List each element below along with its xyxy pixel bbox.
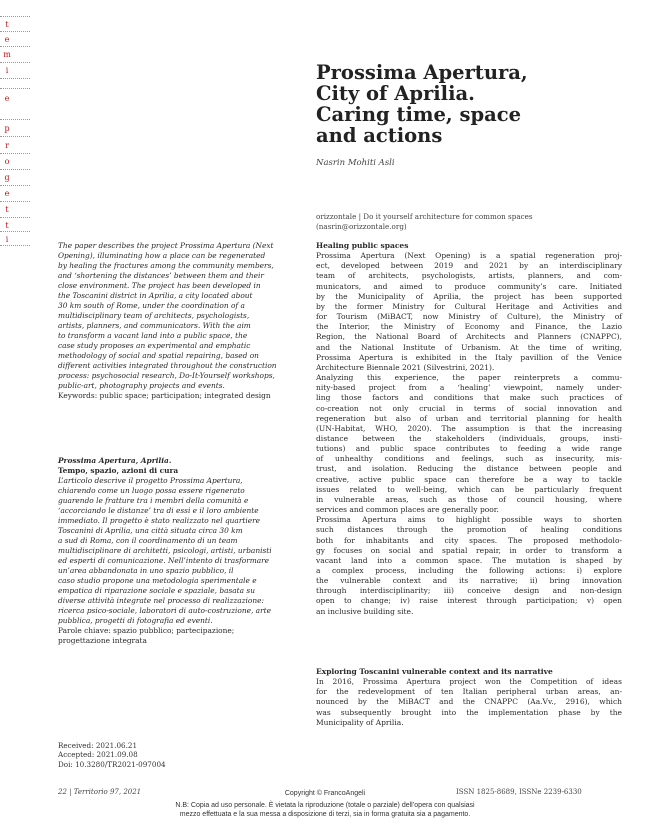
sidebar-letter: t <box>5 221 9 230</box>
abstract-line: Toscanini di Aprilia, una città situata circa 30 km <box>58 526 243 535</box>
body-line: (UN-Habitat, WHO, 2020). The assumption is that the increasing <box>316 423 622 433</box>
copyright: Copyright © FrancoAngeli <box>284 790 366 797</box>
abstract-line: the Toscanini district in Aprilia, a city located about <box>58 291 253 300</box>
body-line: by the former Ministry for Cultural Heritage and Activities and <box>316 301 622 311</box>
body-line: of unhealthy conditions and feelings, such as insecurity, mis- <box>316 454 622 464</box>
body-line: an inclusive building site. <box>316 606 414 616</box>
sidebar-divider <box>0 88 30 89</box>
body-line: trust, and isolation. Reducing the distance between people and <box>316 464 622 474</box>
body-line: Prossima Apertura is exhibited in the Italy pavillion of the Venice <box>316 352 622 362</box>
article-title: Prossima Apertura, City of Aprilia. Caring time, space and actions <box>316 61 528 147</box>
section-body <box>316 251 622 617</box>
body-line: vacant land into a common space. The mutation is shaped by <box>316 555 622 565</box>
abstract-line: a sud di Roma, con il coordinamento di un team <box>58 536 238 545</box>
abstract-line: different activities integrated throughout the construction <box>58 361 277 370</box>
body-line: Prossima Apertura aims to highlight possible ways to shorten <box>316 515 622 525</box>
body-line: and the National Institute of Urbanism. At the time of writing, <box>316 342 622 352</box>
body-line: Region, the National Board of Architects and Planners (CNAPPC), <box>316 332 622 342</box>
body-line: Architecture Biennale 2021 (Silvestrini, 2021). <box>316 362 495 372</box>
sidebar-letter: m <box>3 50 11 59</box>
body-line: tutions) and public space contributes to feeding a wide range <box>316 444 622 454</box>
body-line: the vulnerable context and its narrative; ii) bring innovation <box>316 576 622 586</box>
body-line: team of architects, psychologists, artists, planners, and com- <box>316 271 622 281</box>
sidebar-letter: e <box>4 35 10 44</box>
body-line: was subsequently brought into the implementation phase by the <box>316 707 622 717</box>
abstract-line: process: psychosocial research, Do-It-Yourself workshops, <box>58 371 275 380</box>
body-line: the Interior, the Ministry of Economy and Finance, the Lazio <box>316 322 622 332</box>
abstract-line: methodology of social and spatial repairing, based on <box>58 351 259 360</box>
sidebar-divider <box>0 136 30 137</box>
sidebar-letter: r <box>5 141 9 150</box>
sidebar-letter: e <box>4 94 10 103</box>
abstract-line: caso studio propone una metodologia sperimentale e <box>58 576 257 585</box>
abstract-line: ‘accorciando le distanze’ tra di essi e il loro ambiente <box>58 506 259 515</box>
sidebar-divider <box>0 201 30 202</box>
sidebar-letter: p <box>4 124 10 133</box>
abstract-line: immediato. Il progetto è stato realizzato nel quartiere <box>58 516 260 525</box>
abstract-line: L’articolo descrive il progetto Prossima Apertura, <box>58 476 243 485</box>
sidebar-letter: t <box>5 205 9 214</box>
author-name: Nasrin Mohiti Asli <box>316 158 395 168</box>
abstract-line: case study proposes an experimental and emphatic <box>58 341 251 350</box>
abstract-line: diverse attività integrate nel processo di realizzazione: <box>58 596 264 605</box>
body-line: In 2016, Prossima Apertura project won the Competition of ideas <box>316 677 622 687</box>
body-line: issues related to well-being, which can be particularly frequent <box>316 484 622 494</box>
sidebar-divider <box>0 31 30 32</box>
body-line: ect, developed between 2019 and 2021 by an interdisciplinary <box>316 261 622 271</box>
sidebar-divider <box>0 62 30 63</box>
body-line: nity-based project from a ‘healing’ viewpoint, namely under- <box>316 383 622 393</box>
sidebar-letter: g <box>4 173 10 182</box>
abstract-line: close environment. The project has been developed in <box>58 281 261 290</box>
abstract-line: chiarendo come un luogo possa essere rigenerato <box>58 486 245 495</box>
sidebar-divider <box>0 46 30 47</box>
abstract-line: Opening), illuminating how a place can be regenerated <box>58 251 266 260</box>
section-heading: Exploring Toscanini vulnerable context and its narrative <box>316 667 553 676</box>
sidebar-divider <box>0 153 30 154</box>
sidebar-divider <box>0 245 30 246</box>
sidebar-letter: i <box>5 235 9 244</box>
keywords-it: Parole chiave: spazio pubblico; partecipazione; progettazione integrata <box>58 626 235 645</box>
abstract-line: empatica di riparazione sociale e spaziale, basata su <box>58 586 255 595</box>
page-number-journal: 22 | Territorio 97, 2021 <box>58 788 142 796</box>
section-heading: Healing public spaces <box>316 241 409 250</box>
affiliation: orizzontale | Do it yourself architecture for common spaces (nasrin@orizzontale.org) <box>316 212 533 231</box>
body-line: services and common places are generally poor. <box>316 505 499 515</box>
abstract-line: The paper describes the project Prossima Apertura (Next <box>58 241 274 250</box>
sidebar-divider <box>0 78 30 79</box>
abstract-line: multidisciplinary team of architects, psychologists, <box>58 311 250 320</box>
sidebar-letter: i <box>5 66 9 75</box>
abstract-en-text <box>58 241 310 391</box>
section-healing <box>316 241 622 617</box>
sidebar-divider <box>0 231 30 232</box>
sidebar-divider <box>0 119 30 120</box>
abstract-line: public-art, photography projects and events. <box>58 381 225 390</box>
issn: ISSN 1825-8689, ISSNe 2239-6330 <box>456 788 582 796</box>
body-line: such distances through the promotion of healing conditions <box>316 525 622 535</box>
sidebar-letter: o <box>4 157 10 166</box>
copyright-notice: N.B: Copia ad uso personale. È vietata la riproduzione (totale o parziale) dell’opera con qualsiasi mezzo effettuata e la sua messa a disposizione di terzi, sia in forma gratuita sia a pagamento. <box>175 802 475 818</box>
keywords-en: Keywords: public space; participation; integrated design <box>58 391 271 400</box>
body-line: gy focuses on social and spatial repair, in order to transform a <box>316 545 622 555</box>
abstract-line: un’area abbandonata in uno spazio pubblico, il <box>58 566 234 575</box>
sidebar-letter: t <box>5 20 9 29</box>
abstract-line: ricerca psico-sociale, laboratori di auto-costruzione, arte <box>58 606 271 615</box>
article-dates: Received: 2021.06.21 Accepted: 2021.09.08 Doi: 10.3280/TR2021-097004 <box>58 741 166 769</box>
abstract-en <box>58 241 310 401</box>
body-line: by the Municipality of Aprilia, the project has been supported <box>316 291 622 301</box>
body-line: regeneration but also of urban and territorial planning for health <box>316 413 622 423</box>
abstract-it <box>58 456 310 646</box>
body-line: Analyzing this experience, the paper reinterprets a commu- <box>316 373 622 383</box>
body-line: through interdisciplinarity; iii) conceive design and non-design <box>316 586 622 596</box>
sidebar-divider <box>0 185 30 186</box>
abstract-line: guarendo le fratture tra i membri della comunità e <box>58 496 249 505</box>
abstract-it-text <box>58 476 310 626</box>
abstract-line: to transform a vacant land into a public space, the <box>58 331 248 340</box>
sidebar-letter: e <box>4 189 10 198</box>
body-line: Municipality of Aprilia. <box>316 717 404 727</box>
abstract-line: 30 km south of Rome, under the coordination of a <box>58 301 245 310</box>
sidebar-divider <box>0 169 30 170</box>
body-line: creative, active public space can therefore be a way to tackle <box>316 474 622 484</box>
body-line: both for inhabitants and city spaces. The proposed methodolo- <box>316 535 622 545</box>
body-line: co-creation not only crucial in terms of social innovation and <box>316 403 622 413</box>
section-body <box>316 677 622 728</box>
body-line: in vulnerable areas, such as those of council housing, where <box>316 494 622 504</box>
body-line: for Tourism (MiBACT, now Ministry of Culture), the Ministry of <box>316 312 622 322</box>
body-line: open to change; iv) raise interest through participation; v) open <box>316 596 622 606</box>
sidebar-divider <box>0 16 30 17</box>
body-line: municators, and aimed to produce community’s care. Initiated <box>316 281 622 291</box>
body-line: nounced by the MiBACT and the CNAPPC (Aa.Vv., 2916), which <box>316 697 622 707</box>
abstract-it-title: Prossima Apertura, Aprilia. Tempo, spazio, azioni di cura <box>58 456 179 475</box>
body-line: ling those factors and conditions that make such practices of <box>316 393 622 403</box>
abstract-line: pubblica, progetti di fotografia ed eventi. <box>58 616 213 625</box>
body-line: a complex process, including the following actions: i) explore <box>316 566 622 575</box>
body-line: distance between the stakeholders (individuals, groups, insti- <box>316 433 622 443</box>
abstract-line: multidisciplinare di architetti, psicologi, artisti, urbanisti <box>58 546 272 555</box>
abstract-line: artists, planners, and communicators. With the aim <box>58 321 251 330</box>
body-line: for the redevelopment of ten Italian peripheral urban areas, an- <box>316 687 622 697</box>
section-exploring <box>316 667 622 728</box>
body-line: Prossima Apertura (Next Opening) is a spatial regeneration proj- <box>316 251 622 261</box>
abstract-line: and ‘shortening the distances’ between them and their <box>58 271 264 280</box>
abstract-line: ed esperti di comunicazione. Nell’intento di trasformare <box>58 556 270 565</box>
abstract-line: by healing the fractures among the community members, <box>58 261 274 270</box>
sidebar-divider <box>0 217 30 218</box>
